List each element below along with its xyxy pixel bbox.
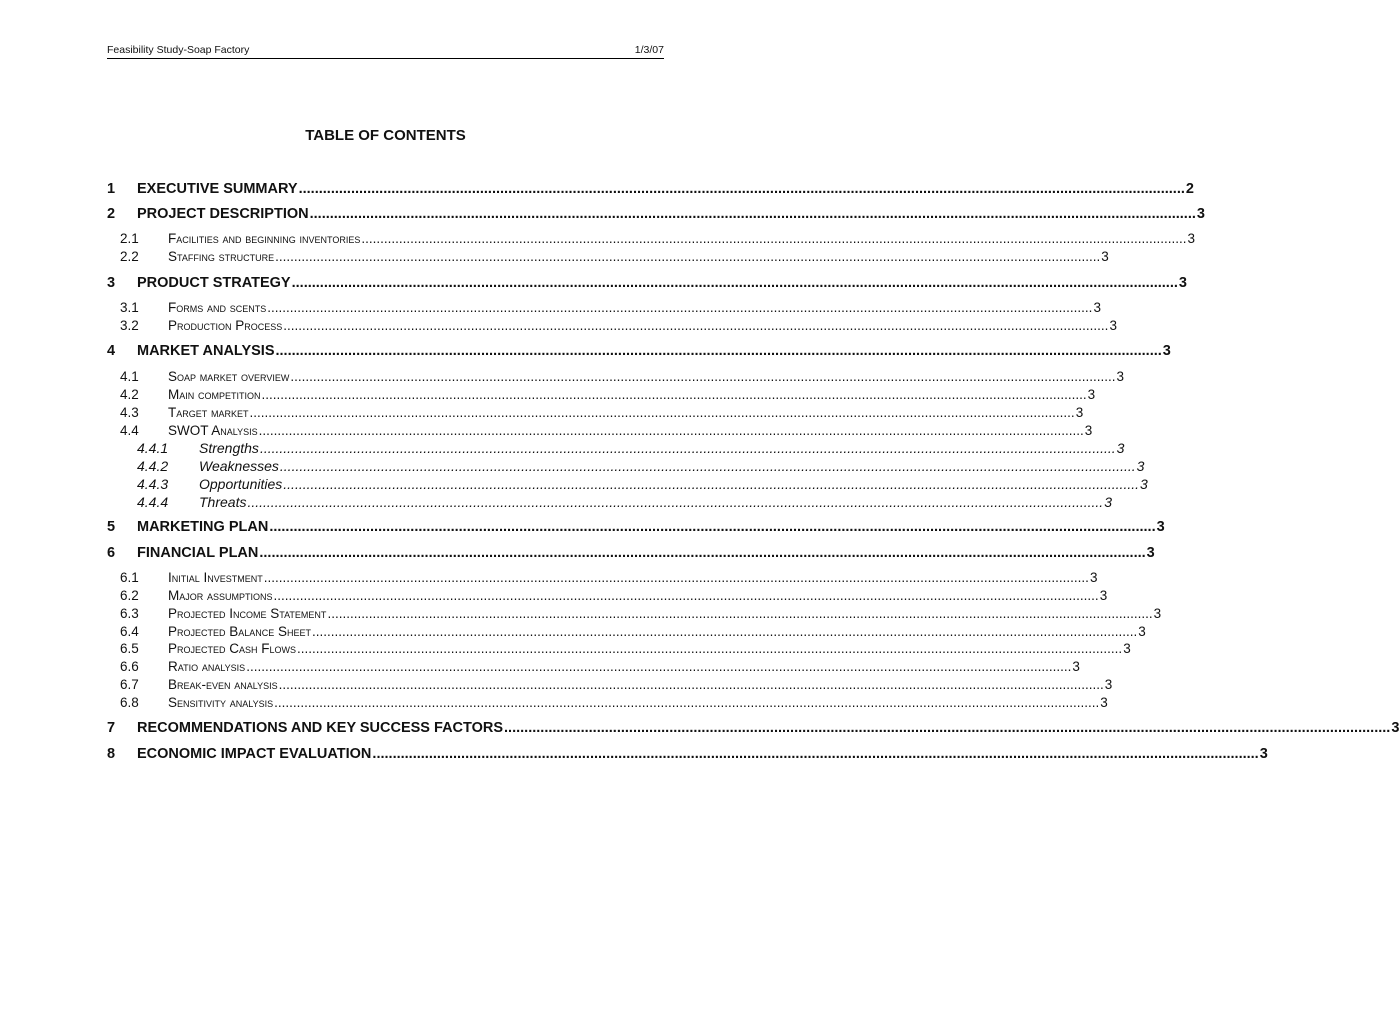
toc-entry-page: 3	[1140, 476, 1148, 492]
toc-entry[interactable]	[107, 369, 1125, 384]
toc-entry-label: Break-even analysis	[168, 677, 278, 692]
toc-entry-number: 6.6	[120, 659, 139, 674]
toc-entry-label: Target market	[168, 405, 249, 420]
dot-leader: ............................................................................................................................................................................................................................	[258, 423, 1084, 438]
toc-entry-number: 6.8	[120, 695, 139, 710]
toc-entry[interactable]	[107, 458, 1145, 474]
toc-entry[interactable]	[107, 746, 1268, 762]
dot-leader: ............................................................................................................................................................................................................................	[297, 641, 1123, 656]
toc-entry-label: RECOMMENDATIONS AND KEY SUCCESS FACTORS	[137, 720, 504, 736]
toc-entry-label: PROJECT DESCRIPTION	[137, 206, 309, 222]
toc-entry-number: 4.2	[120, 387, 139, 402]
dot-leader: ............................................................................................................................................................................................................................	[504, 720, 1391, 736]
toc-entry[interactable]	[107, 206, 1205, 222]
toc-entry-number: 1	[107, 181, 116, 197]
toc-entry-label: Staffing structure	[168, 249, 275, 264]
dot-leader: ............................................................................................................................................................................................................................	[283, 318, 1109, 333]
toc-entry-page: 3	[1084, 423, 1093, 438]
toc-entry-page: 3	[1156, 519, 1165, 535]
dot-leader: ............................................................................................................................................................................................................................	[372, 746, 1259, 762]
toc-entry-label: MARKET ANALYSIS	[137, 343, 275, 359]
toc-entry-number: 6.3	[120, 606, 139, 621]
toc-entry[interactable]	[107, 588, 1108, 603]
toc-entry-number: 4.4.1	[137, 440, 169, 456]
toc-entry-label: Projected Income Statement	[168, 606, 327, 621]
toc-entry-label: SWOT Analysis	[168, 423, 258, 438]
toc-entry-number: 6.1	[120, 570, 139, 585]
toc-entry-page: 3	[1104, 494, 1112, 510]
toc-entry[interactable]	[107, 606, 1162, 621]
toc-entry-number: 4	[107, 343, 116, 359]
toc-entry[interactable]	[107, 476, 1148, 492]
toc-entry-page: 3	[1162, 343, 1171, 359]
toc-entry-page: 3	[1104, 677, 1113, 692]
toc-entry[interactable]	[107, 440, 1125, 456]
toc-entry-page: 3	[1391, 720, 1399, 736]
dot-leader: ............................................................................................................................................................................................................................	[361, 231, 1187, 246]
toc-entry-number: 6	[107, 545, 116, 561]
toc-entry-page: 3	[1099, 588, 1108, 603]
toc-entry[interactable]	[107, 519, 1165, 535]
toc-entry-number: 2.2	[120, 249, 139, 264]
page-header	[107, 44, 664, 59]
toc-entry-label: PRODUCT STRATEGY	[137, 275, 291, 291]
dot-leader: ............................................................................................................................................................................................................................	[309, 206, 1196, 222]
toc-entry-page: 3	[1116, 369, 1125, 384]
toc-entry-label: Threats	[199, 494, 247, 510]
toc-entry-label: Soap market overview	[168, 369, 290, 384]
header-date: 1/3/07	[634, 44, 664, 56]
dot-leader: ............................................................................................................................................................................................................................	[249, 405, 1075, 420]
dot-leader: ............................................................................................................................................................................................................................	[275, 249, 1101, 264]
toc-entry-page: 3	[1146, 545, 1155, 561]
toc-entry-label: Facilities and beginning inventories	[168, 231, 361, 246]
toc-entry-page: 3	[1075, 405, 1084, 420]
toc-entry-number: 5	[107, 519, 116, 535]
toc-entry-page: 3	[1178, 275, 1187, 291]
toc-entry[interactable]	[107, 545, 1155, 561]
toc-entry-number: 4.4.2	[137, 458, 169, 474]
toc-entry-page: 3	[1087, 387, 1096, 402]
toc-entry-label: Initial Investment	[168, 570, 263, 585]
toc-entry[interactable]	[107, 249, 1109, 264]
toc-entry-page: 3	[1072, 659, 1080, 674]
toc-entry[interactable]	[107, 423, 1093, 438]
dot-leader: ............................................................................................................................................................................................................................	[275, 343, 1162, 359]
toc-entry-page: 3	[1153, 606, 1162, 621]
dot-leader: ............................................................................................................................................................................................................................	[274, 695, 1100, 710]
toc-entry-page: 3	[1123, 641, 1131, 656]
dot-leader: ............................................................................................................................................................................................................................	[291, 275, 1178, 291]
toc-entry-page: 3	[1259, 746, 1268, 762]
dot-leader: ............................................................................................................................................................................................................................	[259, 440, 1116, 456]
toc-entry-number: 6.2	[120, 588, 139, 603]
toc-entry[interactable]	[107, 405, 1084, 420]
toc-entry-number: 3	[107, 275, 116, 291]
toc-entry-label: Forms and scents	[168, 300, 267, 315]
toc-entry-number: 4.1	[120, 369, 139, 384]
toc-entry-label: FINANCIAL PLAN	[137, 545, 259, 561]
toc-entry-label: EXECUTIVE SUMMARY	[137, 181, 298, 197]
header-title: Feasibility Study-Soap Factory	[107, 44, 250, 56]
toc-entry-number: 2.1	[120, 231, 139, 246]
toc-entry-number: 3.2	[120, 318, 139, 333]
toc-entry-label: MARKETING PLAN	[137, 519, 269, 535]
toc-entry[interactable]	[107, 659, 1080, 674]
toc-entry-label: Major assumptions	[168, 588, 273, 603]
dot-leader: ............................................................................................................................................................................................................................	[273, 588, 1099, 603]
dot-leader: ............................................................................................................................................................................................................................	[269, 519, 1156, 535]
toc-entry-label: Projected Balance Sheet	[168, 624, 312, 639]
dot-leader: ............................................................................................................................................................................................................................	[267, 300, 1093, 315]
toc-entry-page: 3	[1187, 231, 1196, 246]
toc-entry-page: 3	[1196, 206, 1205, 222]
toc-entry-page: 3	[1100, 695, 1108, 710]
toc-entry-number: 7	[107, 720, 116, 736]
toc-entry[interactable]	[107, 318, 1117, 333]
toc-heading: TABLE OF CONTENTS	[305, 127, 466, 144]
toc-entry[interactable]	[107, 343, 1171, 359]
toc-entry[interactable]	[107, 570, 1098, 585]
dot-leader: ............................................................................................................................................................................................................................	[247, 494, 1104, 510]
toc-entry-label: Opportunities	[199, 476, 283, 492]
toc-entry-number: 4.3	[120, 405, 139, 420]
dot-leader: ............................................................................................................................................................................................................................	[246, 659, 1072, 674]
toc-entry[interactable]	[107, 231, 1196, 246]
dot-leader: ............................................................................................................................................................................................................................	[278, 677, 1104, 692]
toc-entry-label: Main competition	[168, 387, 261, 402]
toc-entry-page: 3	[1136, 458, 1145, 474]
toc-entry-label: Weaknesses	[199, 458, 279, 474]
dot-leader: ............................................................................................................................................................................................................................	[298, 181, 1185, 197]
toc-entry-label: Sensitivity analysis	[168, 695, 274, 710]
toc-entry[interactable]	[107, 641, 1131, 656]
toc-entry-page: 3	[1101, 249, 1109, 264]
toc-entry[interactable]	[107, 695, 1108, 710]
toc-entry-number: 6.7	[120, 677, 139, 692]
toc-entry[interactable]	[107, 181, 1194, 197]
dot-leader: ............................................................................................................................................................................................................................	[290, 369, 1116, 384]
toc-entry[interactable]	[107, 677, 1113, 692]
toc-entry-number: 6.4	[120, 624, 139, 639]
toc-entry-number: 6.5	[120, 641, 139, 656]
toc-entry-label: Production Process	[168, 318, 283, 333]
toc-entry-number: 8	[107, 746, 116, 762]
toc-entry-page: 2	[1185, 181, 1194, 197]
dot-leader: ............................................................................................................................................................................................................................	[263, 570, 1089, 585]
toc-entry-number: 4.4	[120, 423, 139, 438]
toc-entry-label: Ratio analysis	[168, 659, 246, 674]
dot-leader: ............................................................................................................................................................................................................................	[283, 476, 1140, 492]
toc-entry-page: 3	[1116, 440, 1125, 456]
toc-entry-number: 4.4.3	[137, 476, 169, 492]
toc-entry-label: ECONOMIC IMPACT EVALUATION	[137, 746, 372, 762]
toc-entry-page: 3	[1138, 624, 1146, 639]
dot-leader: ............................................................................................................................................................................................................................	[261, 387, 1087, 402]
toc-entry-page: 3	[1109, 318, 1117, 333]
dot-leader: ............................................................................................................................................................................................................................	[279, 458, 1136, 474]
toc-entry-label: Projected Cash Flows	[168, 641, 297, 656]
dot-leader: ............................................................................................................................................................................................................................	[327, 606, 1153, 621]
toc-entry-page: 3	[1089, 570, 1098, 585]
toc-entry[interactable]	[107, 494, 1112, 510]
toc-entry-number: 3.1	[120, 300, 139, 315]
toc-entry-page: 3	[1093, 300, 1101, 315]
toc-entry[interactable]	[107, 720, 1399, 736]
toc-entry-label: Strengths	[199, 440, 259, 456]
toc-entry-number: 2	[107, 206, 116, 222]
toc-entry[interactable]	[107, 624, 1146, 639]
dot-leader: ............................................................................................................................................................................................................................	[259, 545, 1146, 561]
dot-leader: ............................................................................................................................................................................................................................	[312, 624, 1138, 639]
toc-entry[interactable]	[107, 300, 1101, 315]
toc-entry[interactable]	[107, 387, 1096, 402]
toc-entry-number: 4.4.4	[137, 494, 169, 510]
toc-entry[interactable]	[107, 275, 1187, 291]
